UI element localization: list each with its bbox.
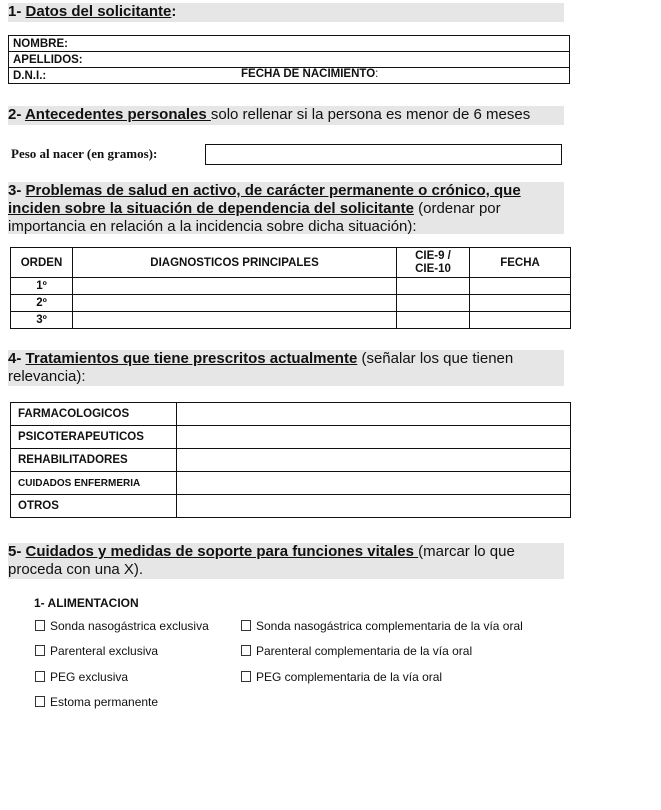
section-5-title: Cuidados y medidas de soporte para funciones vitales xyxy=(25,543,419,560)
dni-field[interactable] xyxy=(9,68,570,84)
fecha-nacimiento-label: FECHA DE NACIMIENTO: xyxy=(241,68,379,80)
diagnostics-header-row xyxy=(11,248,571,278)
treatment-label: PSICOTERAPEUTICOS xyxy=(11,426,177,449)
orden-cell: 2º xyxy=(11,295,73,312)
personal-data-table xyxy=(8,35,570,84)
section-2-header xyxy=(8,106,564,125)
peso-label: Peso al nacer (en gramos): xyxy=(11,146,158,161)
section-4-title: Tratamientos que tiene prescritos actualmente xyxy=(25,350,358,367)
checkbox-icon[interactable] xyxy=(35,696,45,707)
cie-cell[interactable] xyxy=(397,295,470,312)
option-estoma-permanente[interactable] xyxy=(35,695,158,709)
treatment-value-cell[interactable] xyxy=(177,449,571,472)
cie-cell[interactable] xyxy=(397,278,470,295)
section-3-number: 3- xyxy=(8,182,22,199)
treatment-label: OTROS xyxy=(11,495,177,518)
treatment-value-cell[interactable] xyxy=(177,472,571,495)
cie-header: CIE-9 / CIE-10 xyxy=(397,248,470,278)
table-row xyxy=(11,449,571,472)
table-row xyxy=(11,426,571,449)
table-row xyxy=(11,403,571,426)
table-row xyxy=(11,295,571,312)
treatment-label: CUIDADOS ENFERMERIA xyxy=(11,472,177,495)
checkbox-icon[interactable] xyxy=(241,620,251,631)
option-sonda-exclusiva[interactable] xyxy=(35,619,209,633)
treatments-table xyxy=(10,402,571,518)
orden-cell: 1º xyxy=(11,278,73,295)
apellidos-label: APELLIDOS: xyxy=(13,53,83,66)
section-5-number: 5- xyxy=(8,543,22,560)
cie-cell[interactable] xyxy=(397,312,470,329)
diagnostics-table xyxy=(10,247,571,329)
diagnostico-cell[interactable] xyxy=(73,295,397,312)
option-label: Sonda nasogástrica exclusiva xyxy=(50,619,209,633)
option-label: Parenteral complementaria de la vía oral xyxy=(256,644,473,658)
orden-cell: 3º xyxy=(11,312,73,329)
checkbox-icon[interactable] xyxy=(35,671,45,682)
treatment-value-cell[interactable] xyxy=(177,495,571,518)
section-4-number: 4- xyxy=(8,350,22,367)
diagnosticos-header: DIAGNOSTICOS PRINCIPALES xyxy=(73,248,397,278)
table-row xyxy=(11,278,571,295)
table-row xyxy=(11,472,571,495)
diagnostico-cell[interactable] xyxy=(73,312,397,329)
checkbox-icon[interactable] xyxy=(241,645,251,656)
option-sonda-complementaria[interactable] xyxy=(241,619,523,633)
section-1-title: Datos del solicitante xyxy=(25,3,172,20)
section-3-header xyxy=(8,182,564,234)
option-label: Sonda nasogástrica complementaria de la vía oral xyxy=(256,619,523,633)
option-label: Parenteral exclusiva xyxy=(50,644,159,658)
treatment-value-cell[interactable] xyxy=(177,403,571,426)
table-row xyxy=(11,495,571,518)
table-row xyxy=(11,312,571,329)
alimentacion-title: 1- ALIMENTACION xyxy=(34,596,139,610)
fecha-cell[interactable] xyxy=(470,312,571,329)
option-label: PEG exclusiva xyxy=(50,670,129,684)
section-5-note: (marcar lo que proceda con una X). xyxy=(8,543,515,578)
nombre-label: NOMBRE: xyxy=(13,37,68,50)
apellidos-field[interactable] xyxy=(9,52,570,68)
option-label: PEG complementaria de la vía oral xyxy=(256,670,443,684)
section-3-title: Problemas de salud en activo, de carácter permanente o crónico, que inciden sobre la situación de dependencia del solicitante xyxy=(8,182,521,217)
checkbox-icon[interactable] xyxy=(35,620,45,631)
orden-header: ORDEN xyxy=(11,248,73,278)
fecha-cell[interactable] xyxy=(470,278,571,295)
option-parenteral-exclusiva[interactable] xyxy=(35,644,158,658)
option-parenteral-complementaria[interactable] xyxy=(241,644,472,658)
checkbox-icon[interactable] xyxy=(241,671,251,682)
option-label: Estoma permanente xyxy=(50,695,159,709)
section-2-note: solo rellenar si la persona es menor de 6 meses xyxy=(210,106,531,123)
treatment-label: REHABILITADORES xyxy=(11,449,177,472)
checkbox-icon[interactable] xyxy=(35,645,45,656)
section-1-colon: : xyxy=(171,3,177,20)
section-2-number: 2- xyxy=(8,106,22,123)
fecha-header: FECHA xyxy=(470,248,571,278)
option-peg-complementaria[interactable] xyxy=(241,670,442,684)
section-4-header xyxy=(8,350,564,386)
section-1-number: 1- xyxy=(8,3,22,20)
dni-label: D.N.I.: xyxy=(13,69,47,82)
option-peg-exclusiva[interactable] xyxy=(35,670,128,684)
section-3-note: (ordenar por importancia en relación a la incidencia sobre dicha situación): xyxy=(8,200,501,235)
fecha-cell[interactable] xyxy=(470,295,571,312)
section-2-title: Antecedentes personales xyxy=(24,106,211,123)
treatment-value-cell[interactable] xyxy=(177,426,571,449)
treatment-label: FARMACOLOGICOS xyxy=(11,403,177,426)
nombre-field[interactable] xyxy=(9,36,570,52)
section-5-header xyxy=(8,543,564,579)
peso-input[interactable] xyxy=(205,144,562,165)
diagnostico-cell[interactable] xyxy=(73,278,397,295)
section-4-note: (señalar los que tienen relevancia): xyxy=(8,350,514,385)
section-1-header xyxy=(8,3,564,22)
